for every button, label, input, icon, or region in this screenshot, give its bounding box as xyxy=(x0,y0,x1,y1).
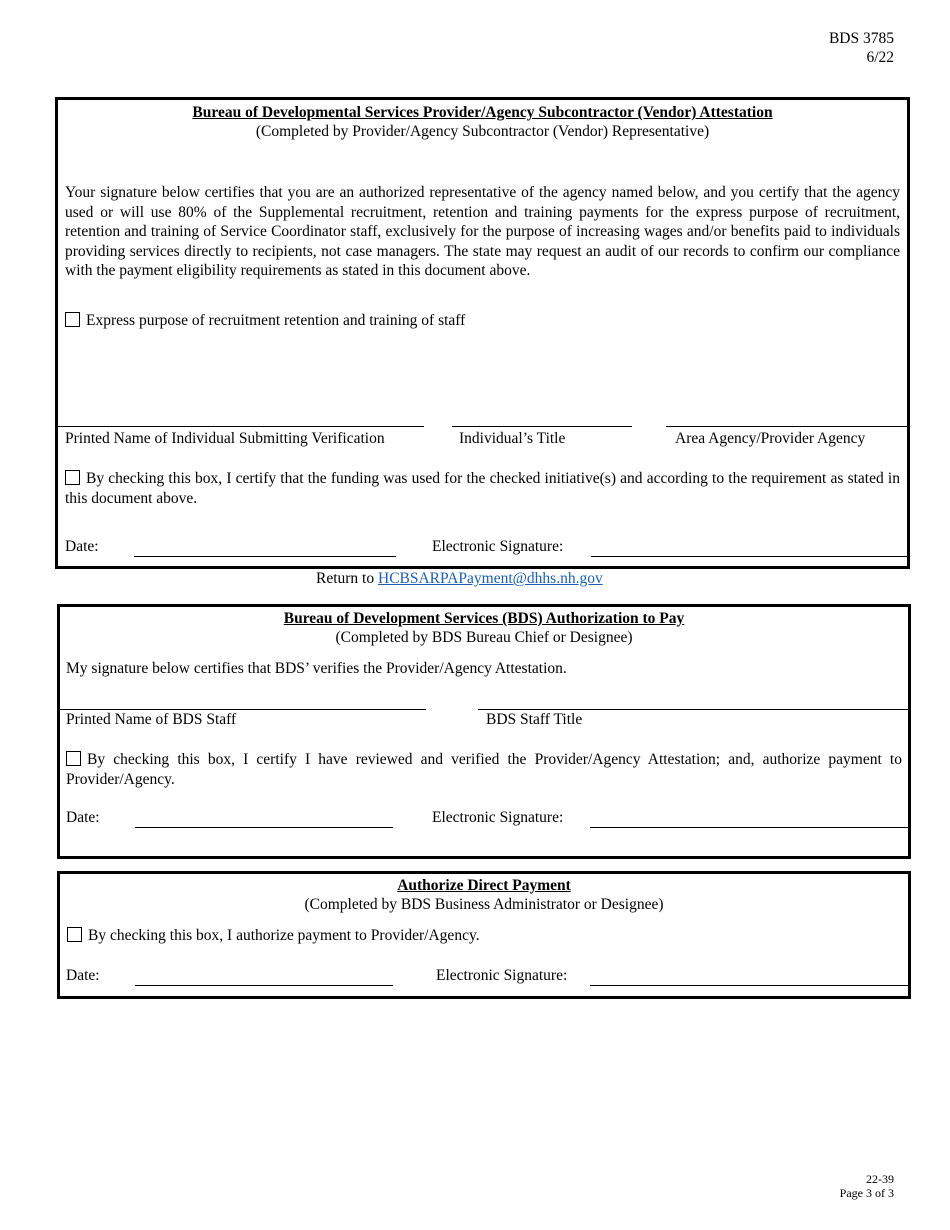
agency-label: Area Agency/Provider Agency xyxy=(675,430,866,447)
section-subtitle: (Completed by BDS Bureau Chief or Designee) xyxy=(335,629,633,646)
authorize-checkbox-label: By checking this box, I authorize payment to Provider/Agency. xyxy=(88,927,480,944)
staff-title-line[interactable] xyxy=(478,709,911,710)
certify-checkbox-row xyxy=(66,750,902,789)
certify-checkbox-label: By checking this box, I certify I have reviewed and verified the Provider/Agency Attestation; and, authorize payment to Provider/Agency. xyxy=(66,751,902,788)
certify-checkbox[interactable] xyxy=(66,751,81,766)
individual-title-label: Individual’s Title xyxy=(459,430,566,447)
authorize-checkbox-row xyxy=(67,927,480,945)
date-line[interactable] xyxy=(134,556,396,557)
form-number: BDS 3785 xyxy=(828,30,894,47)
purpose-checkbox-label: Express purpose of recruitment retention and training of staff xyxy=(86,312,466,329)
signature-line[interactable] xyxy=(591,556,910,557)
certification-text: My signature below certifies that BDS’ verifies the Provider/Agency Attestation. xyxy=(66,660,567,677)
date-label: Date: xyxy=(66,967,100,984)
signature-label: Electronic Signature: xyxy=(436,967,568,984)
printed-name-line[interactable] xyxy=(58,426,424,427)
agency-line[interactable] xyxy=(666,426,910,427)
section-subtitle: (Completed by Provider/Agency Subcontractor (Vendor) Representative) xyxy=(255,123,710,140)
signature-line[interactable] xyxy=(590,827,911,828)
signature-line[interactable] xyxy=(590,985,911,986)
section-title: Authorize Direct Payment xyxy=(397,877,571,894)
certify-checkbox[interactable] xyxy=(65,470,80,485)
footer-form-id: 22-39 xyxy=(866,1172,894,1186)
printed-name-line[interactable] xyxy=(60,709,426,710)
form-date: 6/22 xyxy=(866,49,894,66)
page-number: Page 3 of 3 xyxy=(839,1186,894,1200)
printed-name-label: Printed Name of Individual Submitting Verification xyxy=(65,430,385,447)
return-to-text: Return to xyxy=(316,570,378,587)
date-label: Date: xyxy=(66,809,100,826)
section-subtitle: (Completed by BDS Business Administrator or Designee) xyxy=(304,896,664,913)
individual-title-line[interactable] xyxy=(452,426,632,427)
signature-label: Electronic Signature: xyxy=(432,538,564,555)
signature-label: Electronic Signature: xyxy=(432,809,564,826)
staff-title-label: BDS Staff Title xyxy=(486,711,583,728)
authorize-checkbox[interactable] xyxy=(67,927,82,942)
bds-authorization-section xyxy=(57,604,911,859)
vendor-attestation-section xyxy=(55,97,910,569)
section-title: Bureau of Developmental Services Provider/Agency Subcontractor (Vendor) Attestation xyxy=(192,104,773,121)
return-email-link[interactable]: HCBSARPAPayment@dhhs.nh.gov xyxy=(378,570,603,587)
purpose-checkbox[interactable] xyxy=(65,312,80,327)
return-to xyxy=(316,570,603,588)
certify-checkbox-label: By checking this box, I certify that the funding was used for the checked initiative(s) and according to the requirement as stated in this document above. xyxy=(65,470,900,507)
certify-checkbox-row xyxy=(65,469,900,508)
page-footer xyxy=(840,1172,894,1200)
date-label: Date: xyxy=(65,538,99,555)
date-line[interactable] xyxy=(135,985,393,986)
certification-text: Your signature below certifies that you are an authorized representative of the agency named below, and you certify that the agency used or will use 80% of the Supplemental recruitment, retention and training payments for the express purpose of recruitment, retention and training of Service Coordinator staff, exclusively for the purpose of increasing wages and/or benefits paid to individuals providing services directly to recipients, not case managers. The state may request an audit of our records to confirm our compliance with the payment eligibility requirements as stated in this document above. xyxy=(65,184,900,279)
date-line[interactable] xyxy=(135,827,393,828)
purpose-checkbox-row xyxy=(65,312,465,330)
section-title: Bureau of Development Services (BDS) Authorization to Pay xyxy=(283,610,685,627)
printed-name-label: Printed Name of BDS Staff xyxy=(66,711,237,728)
form-code xyxy=(829,29,894,67)
direct-payment-section xyxy=(57,871,911,999)
